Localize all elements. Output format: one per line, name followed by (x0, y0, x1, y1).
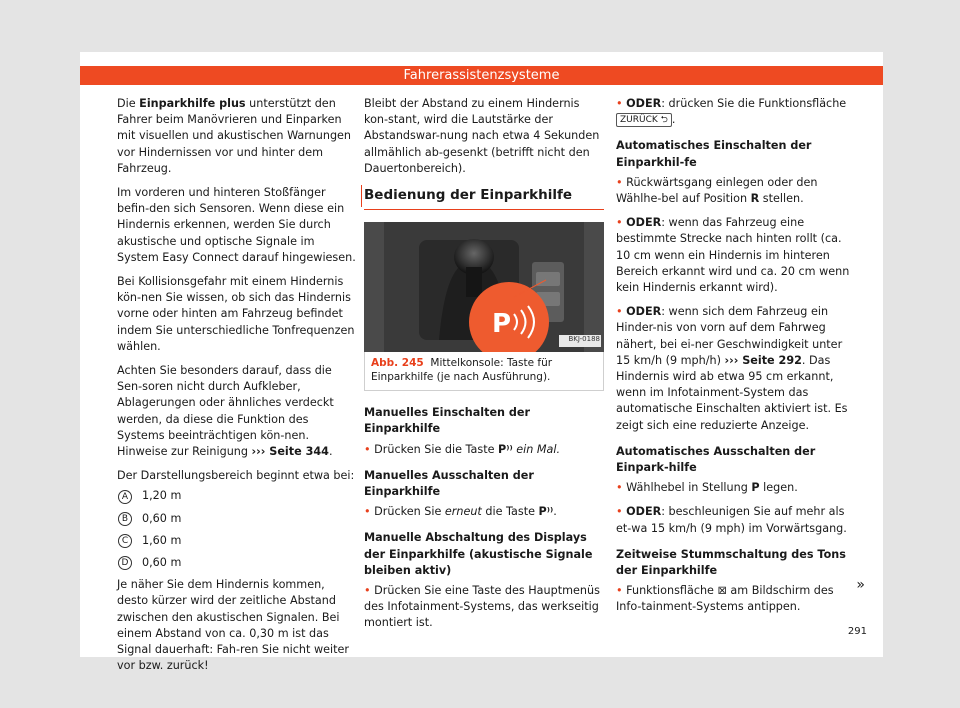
letter-b-badge: B (118, 512, 132, 526)
volume-paragraph: Bleibt der Abstand zu einem Hindernis kon-stant, wird die Lautstärke der Abstandswar-nung nach etwa 4 Sekunden allmählich ab-gesenkt (betrifft nicht den Dauertonbereich). (364, 97, 600, 175)
range-item: B 0,60 m (117, 511, 357, 527)
manual-page (80, 52, 883, 673)
zuruck-button[interactable]: ZURÜCK ⮌ (616, 113, 672, 127)
letter-c-badge: C (118, 534, 132, 548)
range-list (117, 488, 357, 571)
oder-zuruck-step: • ODER: drücken Sie die Funktionsfläche ZURÜCK ⮌ . (616, 97, 847, 127)
page-link[interactable]: ››› Seite 344 (251, 445, 329, 459)
column-middle (364, 96, 604, 640)
parking-button-icon: P⁾⁾ (538, 505, 554, 519)
mute-icon: ⊠ (717, 584, 727, 598)
figure-code: BKJ-0188 (568, 335, 600, 344)
auto-on-heading: Automatisches Einschalten der Einparkhil-fe (616, 139, 812, 169)
console-figure (364, 222, 604, 352)
auto-on-step-3: • ODER: wenn sich dem Fahrzeug ein Hinder-nis von vorn auf dem Fahrweg nähert, bei ei-ner Geschwindigkeit unter 15 km/h (9 mph/h) ››› Seite 292. Das Hindernis wird ab etwa 95 cm erkannt, wenn im Infotainment-System das automatische Einschalten aktiviert ist. Es zeigt sich eine reduzierte Anzeige. (616, 305, 848, 432)
manual-on-step: • Drücken Sie die Taste P⁾⁾ ein Mal. (364, 442, 561, 456)
parking-button-icon: P⁾⁾ (498, 442, 513, 456)
range-intro: Der Darstellungsbereich beginnt etwa bei: (117, 469, 355, 483)
page-number: 291 (847, 626, 867, 637)
auto-on-step-1: • Rückwärtsgang einlegen oder den Wählhe-bel auf Position R stellen. (616, 175, 818, 206)
page-link[interactable]: ››› Seite 292 (724, 353, 802, 367)
manual-on-heading: Manuelles Einschalten der Einparkhilfe (364, 406, 530, 436)
collision-paragraph: Bei Kollisionsgefahr mit einem Hindernis kön-nen Sie wissen, ob sich das Hindernis vorne oder hinten am Fahrzeug befindet indem Sie unterschiedliche Tonfrequenzen wählen. (117, 275, 355, 353)
auto-off-heading: Automatisches Ausschalten der Einpark-hilfe (616, 444, 816, 475)
column-left (117, 96, 357, 683)
page-header: Fahrerassistenzsysteme (80, 66, 883, 85)
intro-paragraph: Die Einparkhilfe plus unterstützt den Fahrer beim Manövrieren und Einparken mit visuellen und akustischen Warnungen vor Hindernissen vor und hinter dem Fahrzeug. (117, 97, 352, 175)
figure-label: Abb. 245 (371, 357, 424, 370)
range-item: C 1,60 m (117, 533, 357, 549)
manual-off-heading: Manuelles Ausschalten der Einparkhilfe (364, 468, 534, 499)
manual-off-step: • Drücken Sie erneut die Taste P⁾⁾. (364, 505, 557, 519)
range-item: A 1,20 m (117, 488, 357, 504)
display-off-step: • Drücken Sie eine Taste des Hauptmenüs des Infotainment-Systems, das werkseitig montiert ist. (364, 584, 600, 630)
continue-marker: » (856, 577, 865, 593)
svg-text:P: P (492, 309, 512, 340)
letter-a-badge: A (118, 490, 132, 504)
auto-on-step-2: • ODER: wenn das Fahrzeug eine bestimmte Strecke nach hinten rollt (ca. 10 cm wenn ein Hindernis im hinteren Bereich erkannt wird und ca. 20 cm wenn kein Hindernis erkannt wird). (616, 216, 850, 295)
distance-paragraph: Je näher Sie dem Hindernis kommen, desto kürzer wird der zeitliche Abstand zwischen den akustischen Signalen. Bei einem Abstand von ca. 0,30 m ist das Signal dauerhaft: Fah-ren Sie nicht weiter vor bzw. zurück! (117, 578, 349, 673)
range-item: D 0,60 m (117, 555, 357, 571)
mute-step: • Funktionsfläche ⊠ am Bildschirm des Info-tainment-Systems antippen. (616, 584, 834, 614)
auto-off-step-1: • Wählhebel in Stellung P legen. (616, 481, 798, 495)
mute-heading: Zeitweise Stummschaltung des Tons der Einparkhilfe (616, 547, 846, 578)
sensors-paragraph: Im vorderen und hinteren Stoßfänger befin-den sich Sensoren. Wenn diese ein Hindernis erkennen, werden Sie durch akustische und optische Signale im System Easy Connect darauf hingewiesen. (117, 186, 356, 264)
column-right (616, 96, 859, 624)
figure-caption: Abb. 245 Mittelkonsole: Taste für Einparkhilfe (je nach Ausführung). (364, 352, 604, 391)
display-off-heading: Manuelle Abschaltung des Displays der Einparkhilfe (akustische Signale bleiben aktiv) (364, 531, 593, 577)
auto-off-step-2: • ODER: beschleunigen Sie auf mehr als et-wa 15 km/h (9 mph) im Vorwärtsgang. (616, 505, 847, 535)
letter-d-badge: D (118, 556, 132, 570)
section-title: Bedienung der Einparkhilfe (364, 187, 604, 210)
cleaning-paragraph: Achten Sie besonders darauf, dass die Sen-soren nicht durch Aufkleber, Ablagerungen oder ähnliches verdeckt werden, da diese die Funktion des Systems beeinträchtigen kön-nen. Hinweise zur Reinigung ››› Seite 344. (117, 364, 334, 459)
